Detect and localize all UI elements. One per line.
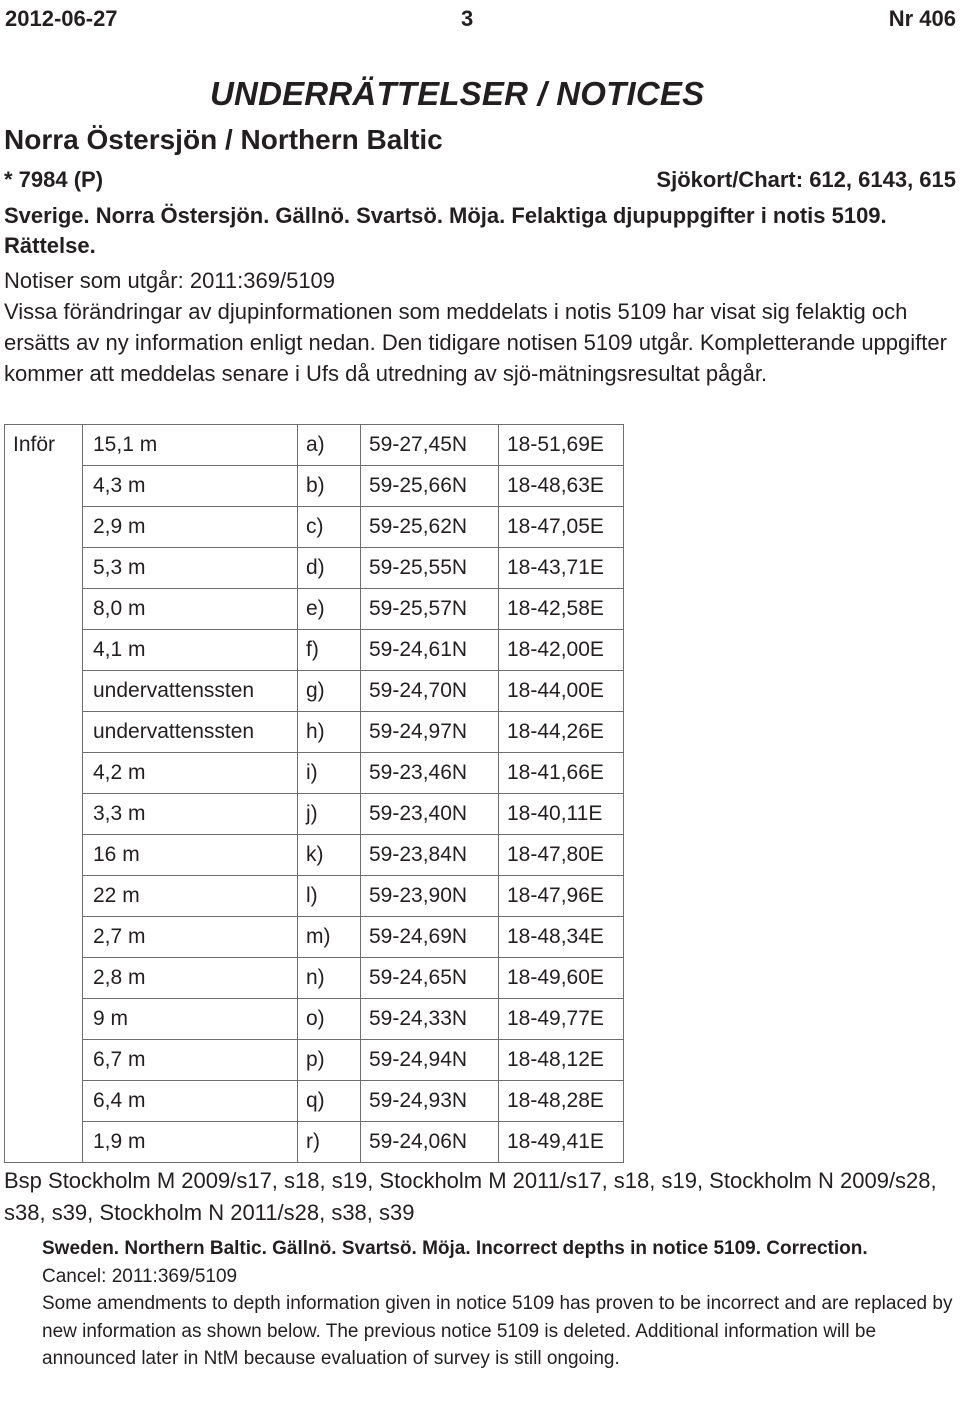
table-label-infor: Inför: [5, 425, 83, 1163]
longitude-cell: 18-43,71E: [499, 548, 624, 589]
latitude-cell: 59-24,94N: [361, 1040, 499, 1081]
longitude-cell: 18-51,69E: [499, 425, 624, 466]
point-id-cell: d): [298, 548, 361, 589]
depth-cell: 1,9 m: [83, 1122, 298, 1163]
table-row: [5, 548, 624, 589]
longitude-cell: 18-48,63E: [499, 466, 624, 507]
latitude-cell: 59-25,62N: [361, 507, 499, 548]
point-id-cell: p): [298, 1040, 361, 1081]
cancel-line-english: Cancel: 2011:369/5109: [42, 1265, 238, 1287]
depth-cell: 4,3 m: [83, 466, 298, 507]
table-row: [5, 425, 624, 466]
table-row: [5, 1081, 624, 1122]
longitude-cell: 18-47,96E: [499, 876, 624, 917]
table-row: [5, 671, 624, 712]
longitude-cell: 18-48,28E: [499, 1081, 624, 1122]
depth-cell: 4,1 m: [83, 630, 298, 671]
depth-cell: 8,0 m: [83, 589, 298, 630]
longitude-cell: 18-49,60E: [499, 958, 624, 999]
bsp-chart-references: Bsp Stockholm M 2009/s17, s18, s19, Stockholm M 2011/s17, s18, s19, Stockholm N 2009/s28, s38, s39, Stockholm N 2011/s28, s38, s39: [4, 1168, 937, 1225]
header-page-number: 3: [461, 6, 474, 31]
depth-cell: undervattenssten: [83, 712, 298, 753]
section-title: UNDERRÄTTELSER / NOTICES: [210, 75, 705, 112]
depth-cell: 2,9 m: [83, 507, 298, 548]
table-row: [5, 712, 624, 753]
latitude-cell: 59-25,57N: [361, 589, 499, 630]
header-date: 2012-06-27: [5, 6, 118, 31]
depth-cell: 2,7 m: [83, 917, 298, 958]
positions-table: [4, 424, 624, 1163]
depth-cell: 16 m: [83, 835, 298, 876]
notice-id-row: [4, 167, 956, 197]
depth-cell: 2,8 m: [83, 958, 298, 999]
longitude-cell: 18-47,05E: [499, 507, 624, 548]
longitude-cell: 18-44,26E: [499, 712, 624, 753]
longitude-cell: 18-49,77E: [499, 999, 624, 1040]
point-id-cell: q): [298, 1081, 361, 1122]
depth-cell: undervattenssten: [83, 671, 298, 712]
point-id-cell: l): [298, 876, 361, 917]
longitude-cell: 18-40,11E: [499, 794, 624, 835]
latitude-cell: 59-24,65N: [361, 958, 499, 999]
longitude-cell: 18-48,34E: [499, 917, 624, 958]
point-id-cell: k): [298, 835, 361, 876]
table-row: [5, 917, 624, 958]
latitude-cell: 59-25,55N: [361, 548, 499, 589]
latitude-cell: 59-24,93N: [361, 1081, 499, 1122]
point-id-cell: j): [298, 794, 361, 835]
latitude-cell: 59-25,66N: [361, 466, 499, 507]
header-issue-number: Nr 406: [888, 6, 956, 31]
longitude-cell: 18-42,58E: [499, 589, 624, 630]
longitude-cell: 18-44,00E: [499, 671, 624, 712]
table-row: [5, 835, 624, 876]
longitude-cell: 18-47,80E: [499, 835, 624, 876]
latitude-cell: 59-23,40N: [361, 794, 499, 835]
point-id-cell: m): [298, 917, 361, 958]
point-id-cell: g): [298, 671, 361, 712]
depth-cell: 15,1 m: [83, 425, 298, 466]
longitude-cell: 18-48,12E: [499, 1040, 624, 1081]
longitude-cell: 18-49,41E: [499, 1122, 624, 1163]
latitude-cell: 59-23,84N: [361, 835, 499, 876]
table-row: [5, 630, 624, 671]
point-id-cell: c): [298, 507, 361, 548]
latitude-cell: 59-24,70N: [361, 671, 499, 712]
cancel-line-swedish: Notiser som utgår: 2011:369/5109: [4, 268, 336, 293]
point-id-cell: f): [298, 630, 361, 671]
latitude-cell: 59-23,46N: [361, 753, 499, 794]
depth-cell: 6,4 m: [83, 1081, 298, 1122]
point-id-cell: n): [298, 958, 361, 999]
point-id-cell: a): [298, 425, 361, 466]
table-row: [5, 507, 624, 548]
depth-cell: 9 m: [83, 999, 298, 1040]
table-row: [5, 999, 624, 1040]
depth-cell: 4,2 m: [83, 753, 298, 794]
point-id-cell: o): [298, 999, 361, 1040]
latitude-cell: 59-24,69N: [361, 917, 499, 958]
point-id-cell: e): [298, 589, 361, 630]
latitude-cell: 59-24,33N: [361, 999, 499, 1040]
point-id-cell: i): [298, 753, 361, 794]
body-text-swedish: Vissa förändringar av djupinformationen som meddelats i notis 5109 har visat sig felaktig och ersätts av ny information enligt nedan. Den tidigare notisen 5109 utgår. Kompletterande uppgifter kommer att meddelas senare i Ufs då utredning av sjö-mätningsresultat pågår.: [4, 299, 947, 386]
table-row: [5, 794, 624, 835]
longitude-cell: 18-41,66E: [499, 753, 624, 794]
table-row: [5, 876, 624, 917]
region-heading: Norra Östersjön / Northern Baltic: [4, 124, 443, 155]
table-row: [5, 958, 624, 999]
notice-english: [42, 1235, 957, 1373]
depth-cell: 6,7 m: [83, 1040, 298, 1081]
notice-title-swedish: Sverige. Norra Östersjön. Gällnö. Svartsö. Möja. Felaktiga djupuppgifter i notis 5109. Rättelse.: [4, 203, 887, 258]
depth-cell: 3,3 m: [83, 794, 298, 835]
latitude-cell: 59-24,06N: [361, 1122, 499, 1163]
latitude-cell: 59-27,45N: [361, 425, 499, 466]
latitude-cell: 59-24,61N: [361, 630, 499, 671]
table-row: [5, 753, 624, 794]
notice-number: * 7984 (P): [4, 167, 104, 192]
latitude-cell: 59-24,97N: [361, 712, 499, 753]
table-row: [5, 589, 624, 630]
table-row: [5, 466, 624, 507]
depth-cell: 22 m: [83, 876, 298, 917]
body-text-english: Some amendments to depth information given in notice 5109 has proven to be incorrect and are replaced by new information as shown below. The previous notice 5109 is deleted. Additional information will be announced later in NtM because evaluation of survey is still ongoing.: [42, 1293, 953, 1369]
point-id-cell: h): [298, 712, 361, 753]
point-id-cell: r): [298, 1122, 361, 1163]
longitude-cell: 18-42,00E: [499, 630, 624, 671]
chart-reference: Sjökort/Chart: 612, 6143, 615: [656, 167, 956, 192]
table-row: [5, 1122, 624, 1163]
table-row: [5, 1040, 624, 1081]
latitude-cell: 59-23,90N: [361, 876, 499, 917]
notice-body-swedish: [4, 265, 956, 389]
depth-cell: 5,3 m: [83, 548, 298, 589]
notice-title-english: Sweden. Northern Baltic. Gällnö. Svartsö. Möja. Incorrect depths in notice 5109. Correction.: [42, 1238, 868, 1259]
point-id-cell: b): [298, 466, 361, 507]
